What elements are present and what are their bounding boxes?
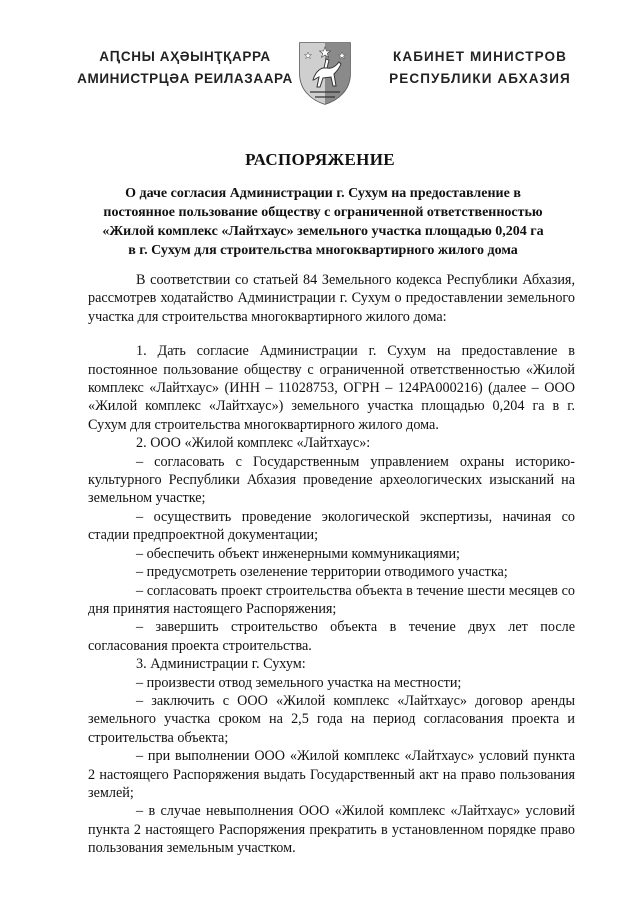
letterhead-russian-line2: РЕСПУБЛИКИ АБХАЗИЯ	[389, 71, 571, 86]
letterhead-abkhaz-line1: АԤСНЫ АҲӘЫНҬҚАРРА	[99, 49, 271, 64]
letterhead-russian-line1: КАБИНЕТ МИНИСТРОВ	[393, 49, 567, 64]
clause-item: – в случае невыполнения ООО «Жилой комплекс «Лайтхаус» условий пункта 2 настоящего Распоряжения прекратить в установленном порядке право пользования земельным участком.	[88, 803, 575, 857]
document-title: РАСПОРЯЖЕНИЕ	[245, 150, 395, 169]
letterhead	[0, 0, 640, 110]
clause-item: – при выполнении ООО «Жилой комплекс «Лайтхаус» условий пункта 2 настоящего Распоряжения выдать Государственный акт на право пользования землей;	[88, 748, 575, 801]
letterhead-russian	[375, 46, 585, 90]
subject-line: «Жилой комплекс «Лайтхаус» земельного участка площадью 0,204 га	[102, 224, 544, 239]
clause-item: – произвести отвод земельного участка на местности;	[136, 674, 462, 691]
clause-item: – согласовать с Государственным управлением охраны историко-культурного Республики Абхазия проведение археологических изысканий на земельном участке;	[88, 453, 575, 507]
clause-paragraph: 3. Администрации г. Сухум:	[136, 656, 306, 673]
abkhazia-coat-of-arms-icon	[296, 40, 354, 106]
clause-paragraph: 2. ООО «Жилой комплекс «Лайтхаус»:	[136, 435, 371, 452]
preamble-paragraph: В соответствии со статьей 84 Земельного кодекса Республики Абхазия, рассмотрев ходатайство Администрации г. Сухум о предоставлении земельного участка для строительства многоквартирного жилого дома:	[88, 272, 575, 325]
document-body	[88, 271, 575, 858]
subject-line: постоянное пользование обществу с ограниченной ответственностью	[103, 205, 543, 220]
clause-item: – согласовать проект строительства объекта в течение шести месяцев со дня принятия настоящего Распоряжения;	[88, 582, 575, 617]
letterhead-abkhaz	[75, 46, 295, 90]
clause-item: – осуществить проведение экологической экспертизы, начиная со стадии предпроектной документации;	[88, 508, 575, 544]
clause-paragraph: 1. Дать согласие Администрации г. Сухум на предоставление в постоянное пользование обществу с ограниченной ответственностью «Жилой комплекс «Лайтхаус» (ИНН – 11028753, ОГРН – 124РА000216) (далее – ООО «Жилой комплекс «Лайтхаус») земельного участка площадью 0,204 га в г. Сухум для строительства многоквартирного жилого дома.	[88, 343, 575, 433]
clause-item: – завершить строительство объекта в течение двух лет после согласования проекта строительства.	[88, 619, 575, 654]
letterhead-abkhaz-line2: АМИНИСТРЦӘА РЕИЛАЗААРА	[77, 71, 293, 86]
clause-item: – предусмотреть озеленение территории отводимого участка;	[136, 564, 508, 581]
subject-line: О даче согласия Администрации г. Сухум на предоставление в	[125, 186, 521, 201]
subject-line: в г. Сухум для строительства многоквартирного жилого дома	[128, 243, 518, 258]
clause-item: – обеспечить объект инженерными коммуникациями;	[136, 545, 460, 562]
clause-item: – заключить с ООО «Жилой комплекс «Лайтхаус» договор аренды земельного участка сроком на 2,5 года на период согласования проекта и строительства объекта;	[88, 692, 575, 746]
document-subject	[88, 184, 558, 260]
